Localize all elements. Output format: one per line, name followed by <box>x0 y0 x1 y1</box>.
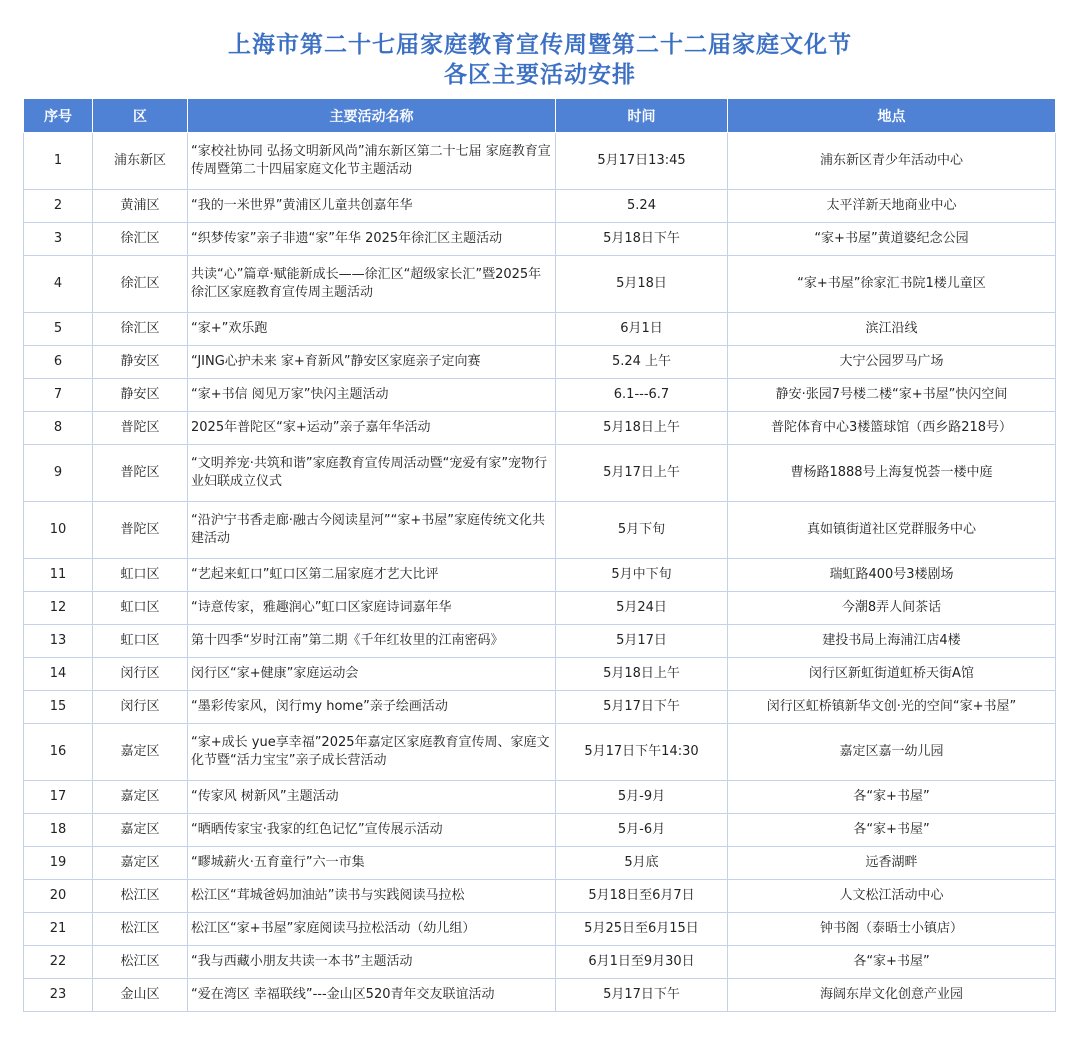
cell-no: 3 <box>24 223 93 256</box>
cell-place: 人文松江活动中心 <box>728 880 1056 913</box>
cell-activity-name: “我的一米世界”黄浦区儿童共创嘉年华 <box>188 190 556 223</box>
cell-time: 5月17日下午 <box>556 691 728 724</box>
table-row <box>24 133 1056 190</box>
cell-district: 虹口区 <box>93 559 188 592</box>
cell-district: 嘉定区 <box>93 814 188 847</box>
cell-time: 5月-6月 <box>556 814 728 847</box>
cell-district: 虹口区 <box>93 592 188 625</box>
cell-place: 闵行区新虹街道虹桥天街A馆 <box>728 658 1056 691</box>
cell-time: 5月17日13:45 <box>556 133 728 190</box>
cell-time: 5月17日上午 <box>556 445 728 502</box>
cell-district: 徐汇区 <box>93 223 188 256</box>
cell-no: 5 <box>24 313 93 346</box>
cell-activity-name: “疁城薪火·五育童行”六一市集 <box>188 847 556 880</box>
cell-district: 松江区 <box>93 946 188 979</box>
cell-district: 普陀区 <box>93 412 188 445</box>
table-row <box>24 979 1056 1012</box>
cell-time: 5月17日下午14:30 <box>556 724 728 781</box>
cell-activity-name: “墨彩传家风，闵行my home”亲子绘画活动 <box>188 691 556 724</box>
cell-no: 12 <box>24 592 93 625</box>
cell-district: 普陀区 <box>93 445 188 502</box>
table-row <box>24 412 1056 445</box>
cell-place: “家+书屋”黄道婆纪念公园 <box>728 223 1056 256</box>
cell-activity-name: 松江区“家+书屋”家庭阅读马拉松活动（幼儿组） <box>188 913 556 946</box>
cell-activity-name: “爱在湾区 幸福联线”---金山区520青年交友联谊活动 <box>188 979 556 1012</box>
cell-activity-name: “诗意传家，雅趣润心”虹口区家庭诗词嘉年华 <box>188 592 556 625</box>
cell-place: 钟书阁（泰晤士小镇店） <box>728 913 1056 946</box>
cell-activity-name: “JING心护未来 家+育新风”静安区家庭亲子定向赛 <box>188 346 556 379</box>
table-row <box>24 781 1056 814</box>
cell-district: 松江区 <box>93 880 188 913</box>
cell-no: 15 <box>24 691 93 724</box>
cell-no: 23 <box>24 979 93 1012</box>
table-row <box>24 223 1056 256</box>
cell-no: 18 <box>24 814 93 847</box>
cell-no: 22 <box>24 946 93 979</box>
cell-no: 20 <box>24 880 93 913</box>
cell-no: 21 <box>24 913 93 946</box>
cell-district: 静安区 <box>93 379 188 412</box>
cell-activity-name: “家+书信 阅见万家”快闪主题活动 <box>188 379 556 412</box>
cell-activity-name: “沿沪宁书香走廊·融古今阅读星河”“家+书屋”家庭传统文化共建活动 <box>188 502 556 559</box>
table-row <box>24 190 1056 223</box>
table-row <box>24 625 1056 658</box>
cell-activity-name: “晒晒传家宝·我家的红色记忆”宣传展示活动 <box>188 814 556 847</box>
cell-time: 5月24日 <box>556 592 728 625</box>
table-row <box>24 502 1056 559</box>
cell-no: 19 <box>24 847 93 880</box>
cell-time: 5月18日上午 <box>556 412 728 445</box>
cell-activity-name: “家+成长 yue享幸福”2025年嘉定区家庭教育宣传周、家庭文化节暨“活力宝宝”亲子成长营活动 <box>188 724 556 781</box>
page-subtitle: 各区主要活动安排 <box>444 62 636 88</box>
header-time: 时间 <box>556 99 728 133</box>
cell-time: 5月18日下午 <box>556 223 728 256</box>
cell-district: 闵行区 <box>93 691 188 724</box>
header-activity-name: 主要活动名称 <box>188 99 556 133</box>
table-body <box>24 133 1056 1012</box>
cell-time: 5月18日上午 <box>556 658 728 691</box>
cell-place: “家+书屋”徐家汇书院1楼儿童区 <box>728 256 1056 313</box>
table-row <box>24 313 1056 346</box>
header-place: 地点 <box>728 99 1056 133</box>
cell-place: 建投书局上海浦江店4楼 <box>728 625 1056 658</box>
cell-time: 5月中下旬 <box>556 559 728 592</box>
cell-district: 黄浦区 <box>93 190 188 223</box>
cell-place: 滨江沿线 <box>728 313 1056 346</box>
cell-district: 静安区 <box>93 346 188 379</box>
cell-place: 太平洋新天地商业中心 <box>728 190 1056 223</box>
table-row <box>24 913 1056 946</box>
cell-time: 5月18日 <box>556 256 728 313</box>
cell-no: 17 <box>24 781 93 814</box>
table-row <box>24 691 1056 724</box>
cell-place: 嘉定区嘉一幼儿园 <box>728 724 1056 781</box>
table-row <box>24 847 1056 880</box>
cell-district: 徐汇区 <box>93 256 188 313</box>
cell-district: 浦东新区 <box>93 133 188 190</box>
cell-place: 瑞虹路400号3楼剧场 <box>728 559 1056 592</box>
table-row <box>24 592 1056 625</box>
cell-place: 闵行区虹桥镇新华文创·光的空间“家+书屋” <box>728 691 1056 724</box>
cell-place: 各“家+书屋” <box>728 781 1056 814</box>
cell-time: 6月1日至9月30日 <box>556 946 728 979</box>
cell-no: 16 <box>24 724 93 781</box>
cell-district: 金山区 <box>93 979 188 1012</box>
cell-time: 5.24 <box>556 190 728 223</box>
cell-no: 7 <box>24 379 93 412</box>
cell-activity-name: 闵行区“家+健康”家庭运动会 <box>188 658 556 691</box>
cell-no: 13 <box>24 625 93 658</box>
cell-time: 5月17日 <box>556 625 728 658</box>
cell-time: 5月底 <box>556 847 728 880</box>
cell-no: 6 <box>24 346 93 379</box>
cell-activity-name: “家校社协同 弘扬文明新风尚”浦东新区第二十七届 家庭教育宣传周暨第二十四届家庭文化节主题活动 <box>188 133 556 190</box>
cell-activity-name: “艺起来虹口”虹口区第二届家庭才艺大比评 <box>188 559 556 592</box>
cell-district: 松江区 <box>93 913 188 946</box>
cell-place: 普陀体育中心3楼篮球馆（西乡路218号） <box>728 412 1056 445</box>
cell-place: 浦东新区青少年活动中心 <box>728 133 1056 190</box>
cell-no: 4 <box>24 256 93 313</box>
cell-time: 5月25日至6月15日 <box>556 913 728 946</box>
table-header-row <box>24 99 1056 133</box>
cell-activity-name: “家+”欢乐跑 <box>188 313 556 346</box>
cell-place: 真如镇街道社区党群服务中心 <box>728 502 1056 559</box>
header-district: 区 <box>93 99 188 133</box>
cell-time: 5月17日下午 <box>556 979 728 1012</box>
table-row <box>24 346 1056 379</box>
table-row <box>24 814 1056 847</box>
cell-time: 5月-9月 <box>556 781 728 814</box>
activity-table <box>23 98 1056 1012</box>
table-row <box>24 445 1056 502</box>
cell-place: 曹杨路1888号上海复悦荟一楼中庭 <box>728 445 1056 502</box>
cell-time: 6月1日 <box>556 313 728 346</box>
cell-district: 普陀区 <box>93 502 188 559</box>
cell-place: 各“家+书屋” <box>728 814 1056 847</box>
cell-no: 14 <box>24 658 93 691</box>
cell-no: 11 <box>24 559 93 592</box>
cell-district: 徐汇区 <box>93 313 188 346</box>
cell-district: 嘉定区 <box>93 847 188 880</box>
cell-district: 闵行区 <box>93 658 188 691</box>
cell-no: 8 <box>24 412 93 445</box>
cell-activity-name: “传家风 树新风”主题活动 <box>188 781 556 814</box>
cell-place: 大宁公园罗马广场 <box>728 346 1056 379</box>
cell-no: 9 <box>24 445 93 502</box>
table-row <box>24 559 1056 592</box>
cell-place: 远香湖畔 <box>728 847 1056 880</box>
cell-time: 5.24 上午 <box>556 346 728 379</box>
cell-place: 静安·张园7号楼二楼“家+书屋”快闪空间 <box>728 379 1056 412</box>
page-title: 上海市第二十七届家庭教育宣传周暨第二十二届家庭文化节 <box>228 32 852 58</box>
cell-place: 各“家+书屋” <box>728 946 1056 979</box>
cell-activity-name: 2025年普陀区“家+运动”亲子嘉年华活动 <box>188 412 556 445</box>
title-block <box>0 0 1080 90</box>
cell-activity-name: 共读“心”篇章·赋能新成长——徐汇区“超级家长汇”暨2025年徐汇区家庭教育宣传周主题活动 <box>188 256 556 313</box>
cell-no: 10 <box>24 502 93 559</box>
table-row <box>24 658 1056 691</box>
cell-activity-name: 松江区“茸城爸妈加油站”读书与实践阅读马拉松 <box>188 880 556 913</box>
cell-district: 嘉定区 <box>93 781 188 814</box>
table-row <box>24 724 1056 781</box>
cell-place: 今潮8弄人间茶话 <box>728 592 1056 625</box>
table-row <box>24 946 1056 979</box>
cell-district: 虹口区 <box>93 625 188 658</box>
cell-activity-name: “织梦传家”亲子非遗“家”年华 2025年徐汇区主题活动 <box>188 223 556 256</box>
table-row <box>24 379 1056 412</box>
table-row <box>24 880 1056 913</box>
header-no: 序号 <box>24 99 93 133</box>
cell-no: 2 <box>24 190 93 223</box>
table-row <box>24 256 1056 313</box>
cell-activity-name: “文明养宠·共筑和谐”家庭教育宣传周活动暨“宠爱有家”宠物行业妇联成立仪式 <box>188 445 556 502</box>
cell-time: 5月下旬 <box>556 502 728 559</box>
cell-no: 1 <box>24 133 93 190</box>
cell-place: 海阔东岸文化创意产业园 <box>728 979 1056 1012</box>
cell-time: 6.1---6.7 <box>556 379 728 412</box>
cell-district: 嘉定区 <box>93 724 188 781</box>
cell-time: 5月18日至6月7日 <box>556 880 728 913</box>
cell-activity-name: “我与西藏小朋友共读一本书”主题活动 <box>188 946 556 979</box>
cell-activity-name: 第十四季“岁时江南”第二期《千年红妆里的江南密码》 <box>188 625 556 658</box>
